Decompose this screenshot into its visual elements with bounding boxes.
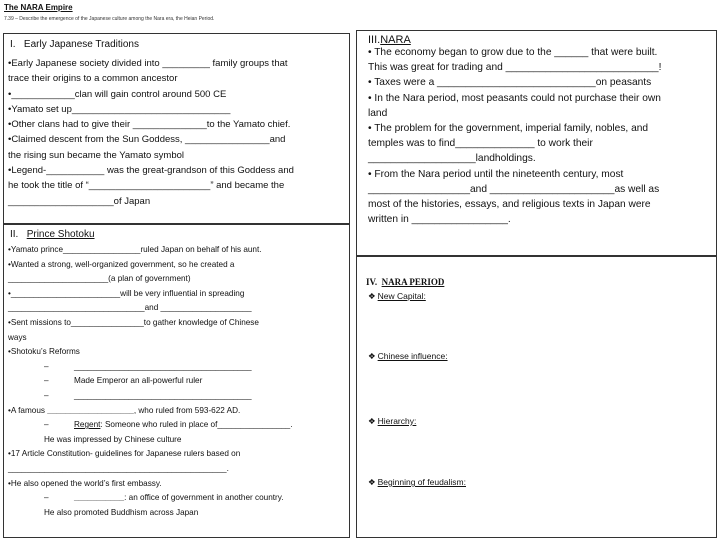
s3-line: This was great for trading and ___________________________!	[368, 62, 662, 74]
s2-line: •Sent missions to________________to gather knowledge of Chinese	[8, 317, 259, 327]
reform-item: – _______________________________________	[44, 390, 252, 400]
s2-line: •Yamato prince_________________ruled Japan on behalf of his aunt.	[8, 245, 262, 254]
embassy-item: – ___________: an office of government in another country.	[44, 493, 284, 503]
period-item-hierarchy: ❖ Hierarchy:	[368, 416, 417, 426]
section2-heading: II. Prince Shotoku	[10, 229, 95, 240]
section1-heading: I. Early Japanese Traditions	[10, 39, 139, 50]
s3-line: land	[368, 107, 388, 119]
standard-text: 7.39 – Describe the emergence of the Japanese culture among the Nara era, the Heian Period.	[4, 16, 215, 22]
s1-line: •Early Japanese society divided into _________ family groups that	[8, 58, 288, 69]
section2-body	[8, 243, 293, 520]
s1-line: •Other clans had to give their ______________to the Yamato chief.	[8, 119, 291, 131]
s3-line: most of the histories, essays, and religious texts in Japan were	[368, 199, 651, 211]
reform-item: – _______________________________________	[44, 361, 252, 371]
section3-body	[368, 45, 661, 227]
s3-line: temples was to find______________ to work their	[368, 138, 593, 150]
s3-line: • Taxes were a ____________________________on peasants	[368, 77, 652, 89]
s2-line: ______________________________and ____________________	[8, 303, 252, 313]
s1-line: •____________clan will gain control around 500 CE	[8, 88, 227, 100]
period-item-feudalism: ❖ Beginning of feudalism:	[368, 477, 466, 487]
s3-line: • The economy began to grow due to the ______ that were built.	[368, 47, 658, 58]
s2-line: He also promoted Buddhism across Japan	[44, 507, 199, 517]
regent-item: – Regent: Someone who ruled in place of________________.	[44, 420, 293, 430]
s2-line: •He also opened the world’s first embassy.	[8, 478, 162, 488]
s3-line: • In the Nara period, most peasants could not purchase their own	[368, 92, 661, 104]
diamond-bullet-icon: ❖	[368, 351, 376, 361]
s2-line: •Wanted a strong, well-organized government, so he created a	[8, 259, 235, 269]
s2-line: •A famous ___________________, who ruled from 593-622 AD.	[8, 405, 241, 415]
s1-line: ____________________of Japan	[8, 195, 151, 207]
section3-heading: III.NARA	[368, 34, 411, 46]
s1-line: he took the title of “_______________________” and became the	[8, 180, 285, 192]
diamond-bullet-icon: ❖	[368, 416, 376, 426]
s3-line: written in _________________.	[368, 214, 511, 226]
s2-line: He was impressed by Chinese culture	[44, 434, 182, 444]
s2-line: ________________________________________________.	[8, 463, 229, 473]
s2-line: •Shotoku’s Reforms	[8, 347, 80, 357]
s2-line: •________________________will be very influential in spreading	[8, 288, 245, 298]
diamond-bullet-icon: ❖	[368, 291, 376, 301]
period-item-new-capital: ❖ New Capital:	[368, 291, 426, 301]
s1-line: •Claimed descent from the Sun Goddess, ________________and	[8, 134, 286, 146]
s2-line: ______________________(a plan of government)	[8, 274, 191, 284]
diamond-bullet-icon: ❖	[368, 477, 376, 487]
period-item-chinese-influence: ❖ Chinese influence:	[368, 351, 448, 361]
s2-line: •17 Article Constitution- guidelines for Japanese rulers based on	[8, 449, 241, 459]
s1-line: •Yamato set up______________________________	[8, 103, 231, 115]
page-title: The NARA Empire	[4, 3, 73, 12]
section1-body	[8, 56, 294, 209]
section4-heading: IV. NARA PERIOD	[366, 277, 445, 287]
s1-line: trace their origins to a common ancestor	[8, 73, 178, 85]
s2-line: ways	[8, 332, 27, 342]
s3-line: __________________and ______________________as well as	[368, 183, 660, 195]
s1-line: •Legend-___________ was the great-grandson of this Goddess and	[8, 165, 294, 177]
s1-line: the rising sun became the Yamato symbol	[8, 149, 185, 161]
s3-line: • The problem for the government, imperial family, nobles, and	[368, 123, 649, 135]
s3-line: ___________________landholdings.	[368, 153, 536, 165]
s3-line: • From the Nara period until the nineteenth century, most	[368, 168, 624, 180]
reform-item: – Made Emperor an all-powerful ruler	[44, 376, 203, 386]
